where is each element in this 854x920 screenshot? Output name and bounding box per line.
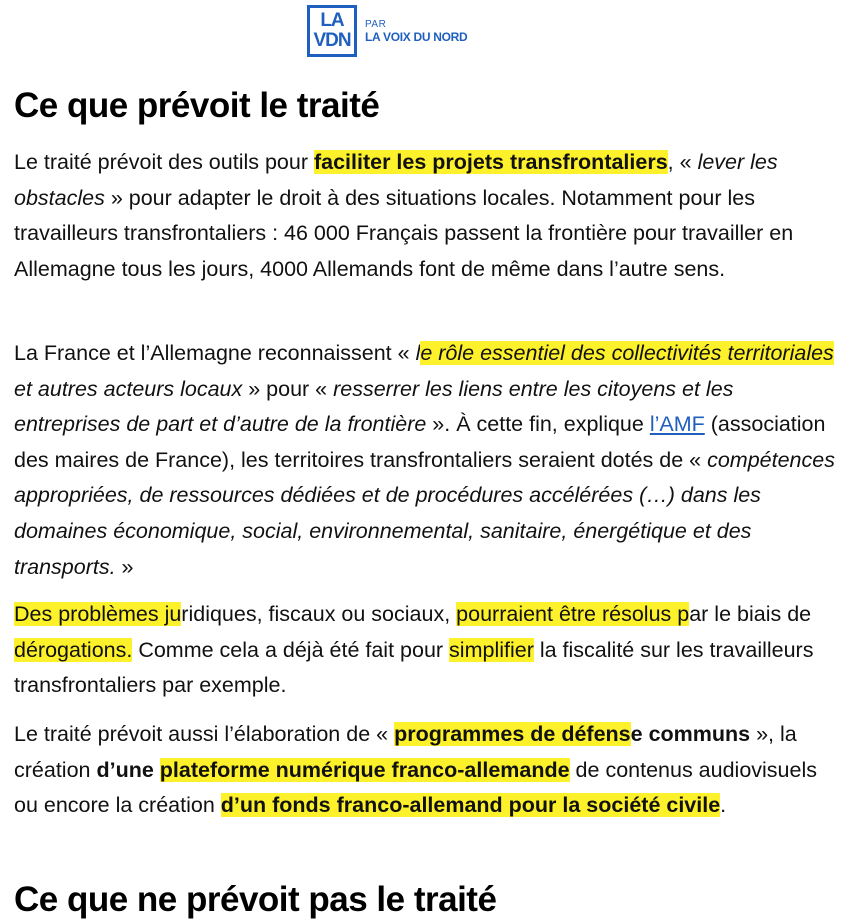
highlight: e rôle essentiel des collectivités territoriales — [420, 341, 834, 365]
section-heading-prevoit: Ce que prévoit le traité — [14, 86, 380, 125]
paragraph-outils: Le traité prévoit des outils pour faciliter les projets transfrontaliers, « lever les obstacles » pour adapter le droit à des situations locales. Notamment pour les travailleurs transfrontaliers : 46 000 Français passent la frontière pour travailler en Allemagne tous les jours, 4000 Allemands font de même dans l’autre sens. — [14, 150, 794, 281]
section-heading-ne-prevoit-pas: Ce que ne prévoit pas le traité — [14, 880, 497, 919]
highlight: Des problèmes ju — [14, 602, 182, 626]
highlight: simplifier — [449, 637, 534, 662]
paragraph-programmes: Le traité prévoit aussi l’élaboration de « programmes de défense communs », la création d’une plateforme numérique franco-allemande de contenus audiovisuels ou encore la création d’un fonds franco-allemand pour la société civile. — [14, 722, 817, 818]
highlight: plateforme numérique franco-allemande — [159, 757, 570, 782]
site-logo[interactable] — [307, 5, 467, 57]
highlight: faciliter les projets transfrontaliers — [313, 150, 668, 174]
logo-par: PAR — [365, 19, 387, 30]
highlight: d’un fonds franco-allemand pour la société civile — [220, 793, 721, 818]
paragraph-problemes: Des problèmes juridiques, fiscaux ou sociaux, pourraient être résolus par le biais de dérogations. Comme cela a déjà été fait pour simplifier la fiscalité sur les travailleurs transfrontaliers par exemple. — [14, 602, 814, 698]
logo-tagline — [365, 18, 467, 44]
highlight: pourraient être résolus p — [456, 602, 690, 626]
highlight: dérogations. — [14, 637, 133, 662]
highlight: programmes de défens — [394, 722, 631, 746]
paragraph-collectivites: La France et l’Allemagne reconnaissent « le rôle essentiel des collectivités territoriales et autres acteurs locaux » pour « resserrer les liens entre les citoyens et les entreprises de part et d’autre de la frontière ». À cette fin, explique l’AMF (association des maires de France), les territoires transfrontaliers seraient dotés de « compétences appropriées, de ressources dédiées et de procédures accélérées (…) dans les domaines économique, social, environnemental, sanitaire, énergétique et des transports. » — [14, 341, 835, 579]
logo-publisher-name: LA VOIX DU NORD — [365, 30, 468, 44]
amf-link[interactable]: l’AMF — [649, 412, 705, 437]
lavdn-logo-icon: LA VDN — [307, 5, 357, 57]
